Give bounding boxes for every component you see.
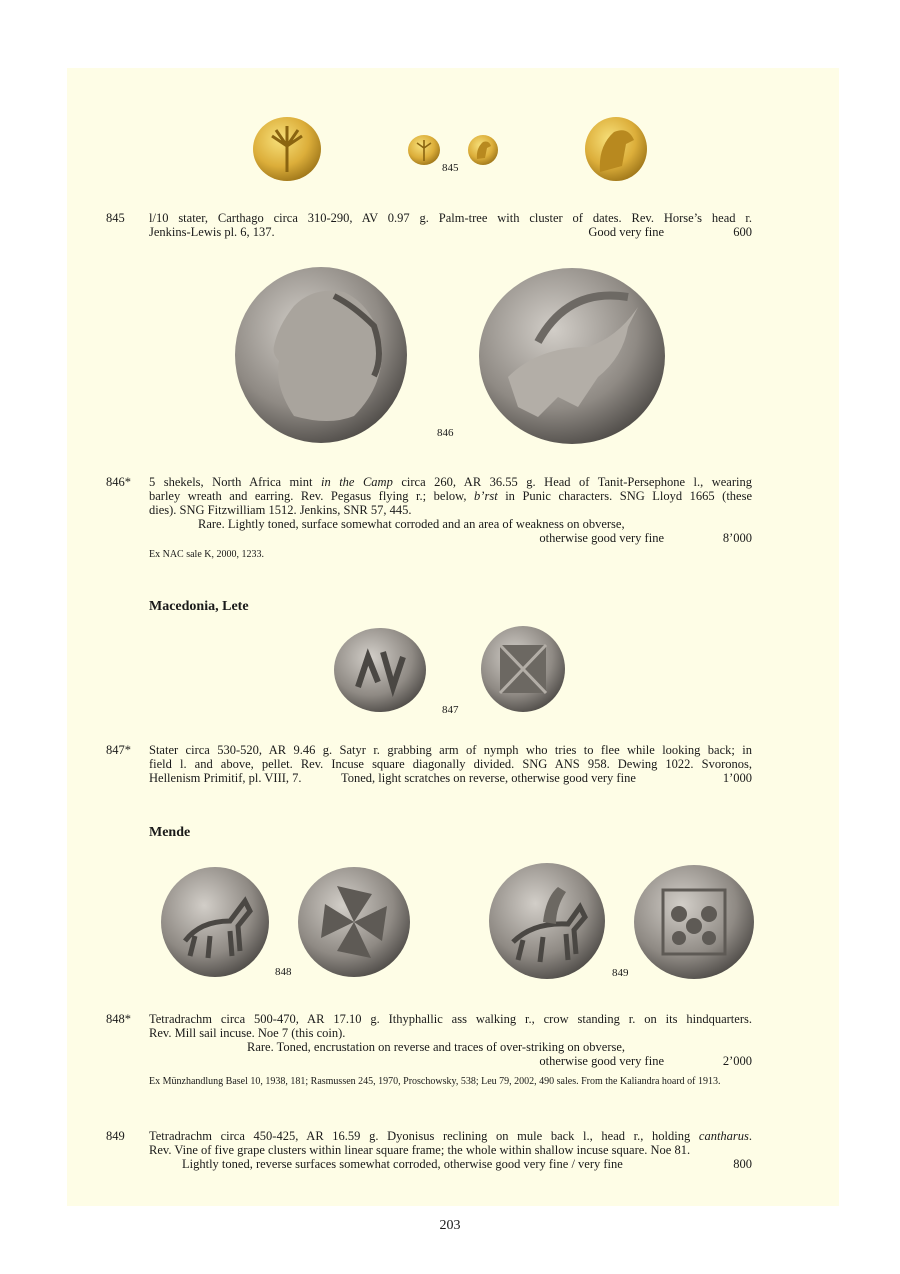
lot-849-line-2: Rev. Vine of five grape clusters within linear square frame; the whole within shallow incuse square. Noe 81. bbox=[149, 1143, 691, 1157]
coin-845-reverse-small bbox=[467, 134, 499, 166]
lot-847-price: 1’000 bbox=[722, 771, 752, 785]
lot-846-line-2 bbox=[149, 489, 752, 503]
lot-847-line-3 bbox=[149, 771, 752, 785]
lot-848-remark: Rare. Toned, encrustation on reverse and traces of over-striking on obverse, bbox=[247, 1040, 626, 1054]
lot-848-number: 848* bbox=[106, 1012, 131, 1026]
lot-846-line-2-b: in Punic characters. SNG Lloyd 1665 (these bbox=[505, 489, 753, 503]
lot-848-line-2: Rev. Mill sail incuse. Noe 7 (this coin). bbox=[149, 1026, 346, 1040]
lot-848-provenance: Ex Münzhandlung Basel 10, 1938, 181; Rasmussen 245, 1970, Proschowsky, 538; Leu 79, 2002, 490 sales. From the Kaliandra hoard of 1913. bbox=[149, 1076, 721, 1087]
lot-847-description bbox=[149, 743, 752, 785]
lot-846-line-1 bbox=[149, 475, 752, 489]
coin-845-obverse-small bbox=[407, 134, 441, 166]
lot-846-remark: Rare. Lightly toned, surface somewhat corroded and an area of weakness on obverse, bbox=[198, 517, 625, 531]
lot-846-price: 8’000 bbox=[722, 531, 752, 545]
lot-846-line-2-a: barley wreath and earring. Rev. Pegasus flying r.; below, bbox=[149, 489, 467, 503]
lot-846-mint-italic: in the Camp bbox=[320, 475, 393, 489]
lot-847-line-2: field l. and above, pellet. Rev. Incuse square diagonally divided. SNG ANS 958. Dewing 1022. Svoronos, bbox=[149, 757, 752, 771]
coin-845-reverse-large bbox=[584, 116, 648, 182]
lot-847-image-label: 847 bbox=[442, 704, 459, 716]
lot-849-description bbox=[149, 1129, 752, 1171]
lot-847-condition: Toned, light scratches on reverse, otherwise good very fine bbox=[341, 771, 636, 785]
lot-849-cantharus-italic: cantharus bbox=[698, 1129, 749, 1143]
lot-848-description bbox=[149, 1012, 752, 1068]
lot-845-line-1: l/10 stater, Carthago circa 310-290, AV 0.97 g. Palm-tree with cluster of dates. Rev. Horse’s head r. bbox=[149, 211, 752, 225]
lot-848-price: 2’000 bbox=[722, 1054, 752, 1068]
lot-846-grade-row bbox=[149, 531, 752, 545]
coin-848-reverse bbox=[297, 866, 411, 978]
lot-847-reference: Hellenism Primitif, pl. VIII, 7. bbox=[149, 771, 302, 785]
coin-848-obverse bbox=[160, 866, 270, 978]
section-heading-mende: Mende bbox=[149, 825, 191, 840]
lot-845-number: 845 bbox=[106, 211, 125, 225]
lot-845-line-2 bbox=[149, 225, 752, 239]
lot-849-remark: Lightly toned, reverse surfaces somewhat corroded, otherwise good very fine / very fine bbox=[182, 1157, 623, 1171]
lot-849-price: 800 bbox=[733, 1157, 752, 1171]
coin-849-obverse bbox=[488, 862, 606, 980]
lot-847-line-1: Stater circa 530-520, AR 9.46 g. Satyr r. grabbing arm of nymph who tries to flee while looking back; in bbox=[149, 743, 752, 757]
lot-849-line-1 bbox=[149, 1129, 752, 1143]
lot-849-grade-row bbox=[149, 1157, 752, 1171]
section-heading-macedonia-lete: Macedonia, Lete bbox=[149, 599, 249, 614]
lot-847-number: 847* bbox=[106, 743, 131, 757]
lot-849-image-label: 849 bbox=[612, 967, 629, 979]
lot-845-description bbox=[149, 211, 752, 239]
lot-846-line-3: dies). SNG Fitzwilliam 1512. Jenkins, SNR 57, 445. bbox=[149, 503, 412, 517]
lot-848-condition: otherwise good very fine bbox=[539, 1054, 664, 1068]
coin-849-reverse bbox=[633, 864, 755, 980]
lot-846-description bbox=[149, 475, 752, 545]
lot-848-line-1: Tetradrachm circa 500-470, AR 17.10 g. Ithyphallic ass walking r., crow standing r. on its hindquarters. bbox=[149, 1012, 752, 1026]
lot-848-image-label: 848 bbox=[275, 966, 292, 978]
lot-845-reference: Jenkins-Lewis pl. 6, 137. bbox=[149, 225, 275, 239]
lot-845-condition: Good very fine bbox=[588, 225, 664, 239]
lot-849-number: 849 bbox=[106, 1129, 125, 1143]
lot-846-image-label: 846 bbox=[437, 427, 454, 439]
coin-846-obverse bbox=[234, 266, 408, 444]
lot-846-line-1-a: 5 shekels, North Africa mint bbox=[149, 475, 313, 489]
page-number: 203 bbox=[439, 1218, 461, 1233]
lot-845-image-label: 845 bbox=[442, 162, 459, 174]
lot-846-condition: otherwise good very fine bbox=[539, 531, 664, 545]
lot-846-inscription-italic: b’rst bbox=[474, 489, 498, 503]
lot-846-line-1-b: circa 260, AR 36.55 g. Head of Tanit-Persephone l., wearing bbox=[401, 475, 752, 489]
coin-846-reverse bbox=[478, 267, 666, 445]
lot-845-price: 600 bbox=[733, 225, 752, 239]
lot-848-grade-row bbox=[149, 1054, 752, 1068]
coin-845-obverse-large bbox=[252, 116, 322, 182]
lot-846-provenance: Ex NAC sale K, 2000, 1233. bbox=[149, 549, 264, 560]
lot-849-line-1-a: Tetradrachm circa 450-425, AR 16.59 g. Dyonisus reclining on mule back l., head r., holding bbox=[149, 1129, 691, 1143]
lot-846-number: 846* bbox=[106, 475, 131, 489]
coin-847-obverse bbox=[333, 627, 427, 713]
coin-847-reverse bbox=[480, 625, 566, 713]
lot-849-line-1-end: . bbox=[748, 1129, 753, 1143]
